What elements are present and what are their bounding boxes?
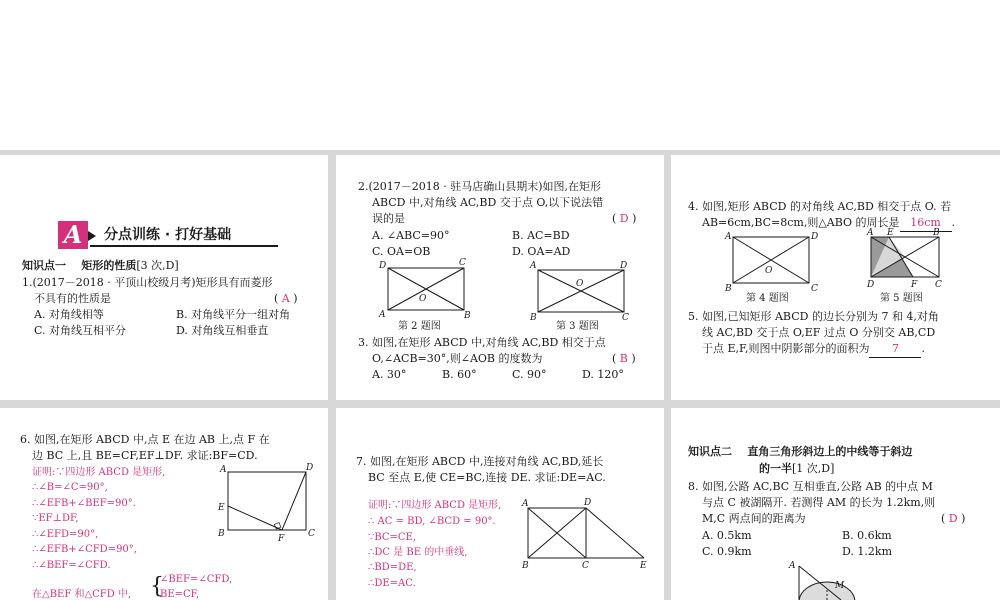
q3-stem-line1: 3. 如图,在矩形 ABCD 中,对角线 AC,BD 相交于点 bbox=[358, 336, 606, 349]
triangle-icon bbox=[88, 231, 96, 241]
q2-option-c: C. OA=OB bbox=[372, 245, 431, 258]
q2-stem-line3: 误的是 bbox=[372, 212, 405, 225]
q6-figure bbox=[214, 464, 320, 544]
q1-stem-line1: 1.(2017－2018 · 平顶山校级月考)矩形具有而菱形 bbox=[22, 276, 273, 289]
panel-section-a bbox=[0, 155, 328, 400]
q1-option-a: A. 对角线相等 bbox=[34, 308, 104, 321]
svg-text:O: O bbox=[419, 294, 427, 304]
panel-q6 bbox=[0, 408, 328, 600]
q4-answer: 16cm bbox=[900, 215, 952, 232]
q5-answer: 7 bbox=[869, 341, 921, 358]
svg-text:A: A bbox=[522, 499, 529, 509]
q4-stem-line2: AB=6cm,BC=8cm,则△ABO 的周长是 16cm . bbox=[702, 215, 955, 232]
q4-figure bbox=[723, 231, 823, 294]
q6-stem-line2: 边 BC 上,且 BE=CF,EF⊥DF. 求证:BF=CD. bbox=[32, 449, 258, 462]
q6-proof-line: ∴∠BEF=∠CFD. bbox=[32, 560, 111, 571]
panel-q8 bbox=[671, 408, 1000, 600]
svg-text:D: D bbox=[867, 280, 875, 290]
q1-option-d: D. 对角线互相垂直 bbox=[176, 324, 269, 337]
svg-text:A: A bbox=[789, 561, 796, 571]
svg-text:D: D bbox=[620, 261, 628, 271]
q2-stem-line1: 2.(2017－2018 · 驻马店确山县期末)如图,在矩形 bbox=[358, 180, 602, 193]
q5-stem-line1: 5. 如图,已知矩形 ABCD 的边长分别为 7 和 4,对角 bbox=[688, 310, 939, 323]
q6-proof-line: 证明:∵四边形 ABCD 是矩形, bbox=[32, 467, 166, 478]
svg-text:D: D bbox=[811, 232, 819, 242]
q5-figure bbox=[865, 228, 945, 291]
q6-brace-line: BE=CF, bbox=[160, 589, 200, 600]
svg-text:E: E bbox=[887, 228, 894, 238]
svg-text:E: E bbox=[218, 503, 225, 513]
q3-stem-line2: O,∠ACB=30°,则∠AOB 的度数为 bbox=[372, 352, 543, 365]
svg-text:B: B bbox=[725, 284, 732, 294]
svg-text:B: B bbox=[933, 228, 940, 238]
q7-proof-line: ∴ AC = BD, ∠BCD = 90°. bbox=[368, 516, 496, 527]
q7-proof-line: ∴DE=AC. bbox=[368, 578, 416, 589]
q8-option-c: C. 0.9km bbox=[702, 545, 752, 558]
q3-option-c: C. 90° bbox=[512, 368, 547, 381]
q4-stem-line1: 4. 如图,矩形 ABCD 的对角线 AC,BD 相交于点 O. 若 bbox=[688, 200, 952, 213]
svg-text:C: C bbox=[935, 280, 942, 290]
q7-proof-line: ∵BC=CE, bbox=[368, 532, 417, 543]
svg-text:A: A bbox=[220, 465, 227, 475]
svg-text:C: C bbox=[459, 258, 466, 268]
kp2-heading-line2: 的一半[1 次,D] bbox=[759, 462, 835, 475]
q7-figure bbox=[520, 496, 656, 570]
q6-stem-line1: 6. 如图,在矩形 ABCD 中,点 E 在边 AB 上,点 F 在 bbox=[20, 433, 270, 446]
kp1-count: [3 次,D] bbox=[136, 259, 179, 272]
svg-text:A: A bbox=[379, 310, 386, 320]
svg-text:D: D bbox=[306, 463, 314, 473]
section-a-title bbox=[90, 223, 278, 247]
svg-text:C: C bbox=[582, 561, 589, 571]
q7-stem-line2: BC 至点 E,使 CE=BC,连接 DE. 求证:DE=AC. bbox=[368, 471, 606, 484]
svg-text:B: B bbox=[530, 313, 537, 323]
q2-option-a: A. ∠ABC=90° bbox=[372, 229, 450, 242]
q1-answer: ( A ) bbox=[274, 292, 298, 305]
svg-text:C: C bbox=[622, 313, 629, 323]
panel-q4-q5 bbox=[671, 155, 1000, 400]
q3-option-d: D. 120° bbox=[582, 368, 624, 381]
svg-text:O: O bbox=[765, 266, 773, 276]
kp1-title: 矩形的性质 bbox=[81, 259, 137, 272]
svg-text:E: E bbox=[640, 561, 647, 571]
q2-caption: 第 2 题图 bbox=[398, 321, 441, 332]
q7-proof-line: ∴DC 是 BE 的中垂线, bbox=[368, 547, 468, 558]
kp1-heading bbox=[22, 258, 179, 274]
svg-text:F: F bbox=[278, 534, 285, 544]
q6-proof-line: ∵EF⊥DF, bbox=[32, 513, 79, 524]
kp2-label: 知识点二 bbox=[688, 445, 732, 458]
svg-text:B: B bbox=[522, 561, 529, 571]
svg-text:C: C bbox=[811, 284, 818, 294]
q8-stem-line1: 8. 如图,公路 AC,BC 互相垂直,公路 AB 的中点 M bbox=[688, 480, 933, 493]
q7-proof-line: 证明:∵四边形 ABCD 是矩形, bbox=[368, 500, 502, 511]
q2-option-b: B. AC=BD bbox=[512, 229, 570, 242]
svg-text:B: B bbox=[218, 529, 225, 539]
section-a-badge: A bbox=[58, 221, 88, 249]
section-a-title-text: 分点训练 · 打好基础 bbox=[104, 227, 232, 243]
q3-caption: 第 3 题图 bbox=[556, 321, 599, 332]
svg-text:F: F bbox=[911, 280, 918, 290]
q8-figure bbox=[785, 560, 875, 600]
svg-text:B: B bbox=[464, 311, 471, 321]
kp2-title-line1: 直角三角形斜边上的中线等于斜边 bbox=[747, 445, 913, 458]
kp2-heading bbox=[688, 444, 912, 460]
q6-proof-line: ∴∠B=∠C=90°, bbox=[32, 482, 108, 493]
q6-brace-line: ∠BEF=∠CFD, bbox=[160, 574, 233, 585]
panel-q2-q3 bbox=[336, 155, 664, 400]
q6-proof-line: ∴∠EFB+∠CFD=90°, bbox=[32, 544, 137, 555]
svg-text:D: D bbox=[584, 498, 592, 508]
svg-text:A: A bbox=[530, 261, 537, 271]
q2-option-d: D. OA=AD bbox=[512, 245, 571, 258]
q2-answer: ( D ) bbox=[612, 212, 637, 225]
q3-answer: ( B ) bbox=[612, 352, 636, 365]
q8-stem-line3: M,C 两点间的距离为 bbox=[702, 512, 806, 525]
q1-option-c: C. 对角线互相平分 bbox=[34, 324, 127, 337]
q7-stem-line1: 7. 如图,在矩形 ABCD 中,连接对角线 AC,BD,延长 bbox=[356, 455, 604, 468]
q8-option-a: A. 0.5km bbox=[702, 529, 752, 542]
q4-caption: 第 4 题图 bbox=[746, 293, 789, 304]
q3-option-b: B. 60° bbox=[442, 368, 477, 381]
q7-proof-line: ∴BD=DE, bbox=[368, 562, 417, 573]
q5-stem-line3: 于点 E,F,则图中阴影部分的面积为 7 . bbox=[702, 341, 925, 358]
svg-text:C: C bbox=[308, 529, 315, 539]
q1-stem-line2: 不具有的性质是 bbox=[34, 292, 111, 305]
q5-caption: 第 5 题图 bbox=[880, 293, 923, 304]
kp2-count: [1 次,D] bbox=[792, 462, 835, 475]
q5-stem-line2: 线 AC,BD 交于点 O,EF 过点 O 分别交 AB,CD bbox=[702, 326, 936, 339]
svg-text:M: M bbox=[835, 581, 845, 591]
q6-proof-line: ∴∠EFD=90°, bbox=[32, 529, 99, 540]
q2-stem-line2: ABCD 中,对角线 AC,BD 交于点 O,以下说法错 bbox=[372, 196, 604, 209]
svg-text:A: A bbox=[725, 232, 732, 242]
top-blank-area bbox=[0, 0, 1000, 150]
q3-figure bbox=[526, 260, 636, 323]
q8-stem-line2: 与点 C 被湖隔开. 若测得 AM 的长为 1.2km,则 bbox=[702, 496, 936, 509]
q3-option-a: A. 30° bbox=[372, 368, 407, 381]
q8-option-d: D. 1.2km bbox=[842, 545, 893, 558]
kp1-label: 知识点一 bbox=[22, 259, 66, 272]
q8-answer: ( D ) bbox=[941, 512, 966, 525]
panel-q7 bbox=[336, 408, 664, 600]
svg-text:A: A bbox=[867, 228, 874, 238]
q8-option-b: B. 0.6km bbox=[842, 529, 892, 542]
svg-text:D: D bbox=[379, 261, 387, 271]
q2-figure bbox=[376, 260, 476, 320]
svg-text:O: O bbox=[576, 279, 584, 289]
q1-option-b: B. 对角线平分一组对角 bbox=[176, 308, 291, 321]
q6-proof-line: 在△BEF 和△CFD 中, bbox=[32, 589, 132, 600]
q6-proof-line: ∴∠EFB+∠BEF=90°. bbox=[32, 498, 136, 509]
brace-icon: { bbox=[150, 574, 164, 599]
